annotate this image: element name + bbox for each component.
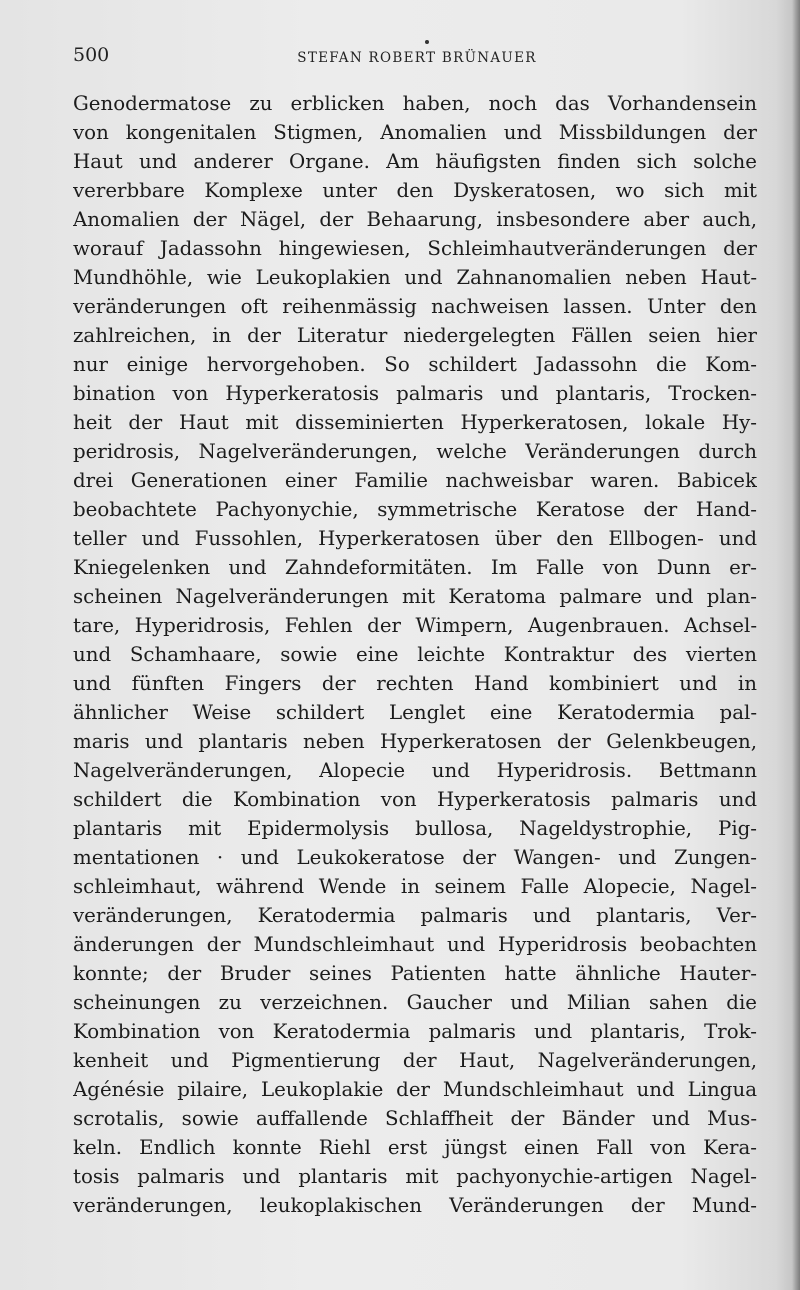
text-line: keln. Endlich konnte Riehl erst jüngst einen Fall von Kera- — [73, 1136, 757, 1159]
text-line: scheinen Nagelveränderungen mit Keratoma palmare und plan- — [73, 585, 757, 608]
text-line: änderungen der Mundschleimhaut und Hyperidrosis beobachten — [73, 933, 757, 956]
print-speck — [425, 40, 429, 44]
text-line: von kongenitalen Stigmen, Anomalien und Missbildungen der — [73, 121, 757, 144]
text-line: zahlreichen, in der Literatur niedergelegten Fällen seien hier — [73, 324, 757, 347]
text-line: Mundhöhle, wie Leukoplakien und Zahnanomalien neben Haut- — [73, 266, 757, 289]
text-line: bination von Hyperkeratosis palmaris und plantaris, Trocken- — [73, 382, 757, 405]
text-line: tosis palmaris und plantaris mit pachyonychie-artigen Nagel- — [73, 1165, 757, 1188]
text-line: Nagelveränderungen, Alopecie und Hyperidrosis. Bettmann — [73, 759, 757, 782]
text-line: plantaris mit Epidermolysis bullosa, Nageldystrophie, Pig- — [73, 817, 757, 840]
text-line: Kombination von Keratodermia palmaris und plantaris, Trok- — [73, 1020, 757, 1043]
text-line: veränderungen, leukoplakischen Veränderungen der Mund- — [73, 1194, 757, 1217]
text-line: drei Generationen einer Familie nachweisbar waren. Babicek — [73, 469, 757, 492]
text-line: tare, Hyperidrosis, Fehlen der Wimpern, Augenbrauen. Achsel- — [73, 614, 757, 637]
text-line: maris und plantaris neben Hyperkeratosen der Gelenkbeugen, — [73, 730, 757, 753]
text-line: beobachtete Pachyonychie, symmetrische Keratose der Hand- — [73, 498, 757, 521]
page-number: 500 — [73, 44, 110, 66]
text-line: mentationen · und Leukokeratose der Wangen- und Zungen- — [73, 846, 757, 869]
text-line: peridrosis, Nagelveränderungen, welche Veränderungen durch — [73, 440, 757, 463]
text-line: konnte; der Bruder seines Patienten hatte ähnliche Hauter- — [73, 962, 757, 985]
text-line: scrotalis, sowie auffallende Schlaffheit der Bänder und Mus- — [73, 1107, 757, 1130]
body-text — [73, 89, 757, 1220]
text-line: schleimhaut, während Wende in seinem Falle Alopecie, Nagel- — [73, 875, 757, 898]
text-line: und Schamhaare, sowie eine leichte Kontraktur des vierten — [73, 643, 757, 666]
text-line: Agénésie pilaire, Leukoplakie der Mundschleimhaut und Lingua — [73, 1078, 757, 1101]
text-line: kenheit und Pigmentierung der Haut, Nagelveränderungen, — [73, 1049, 757, 1072]
text-line: nur einige hervorgehoben. So schildert Jadassohn die Kom- — [73, 353, 757, 376]
text-line: heit der Haut mit disseminierten Hyperkeratosen, lokale Hy- — [73, 411, 757, 434]
text-line: Genodermatose zu erblicken haben, noch das Vorhandensein — [73, 92, 757, 115]
text-line: und fünften Fingers der rechten Hand kombiniert und in — [73, 672, 757, 695]
text-line: ähnlicher Weise schildert Lenglet eine Keratodermia pal- — [73, 701, 757, 724]
text-line: schildert die Kombination von Hyperkeratosis palmaris und — [73, 788, 757, 811]
text-line: vererbbare Komplexe unter den Dyskeratosen, wo sich mit — [73, 179, 757, 202]
text-line: veränderungen oft reihenmässig nachweisen lassen. Unter den — [73, 295, 757, 318]
text-line: Kniegelenken und Zahndeformitäten. Im Falle von Dunn er- — [73, 556, 757, 579]
text-line: Haut und anderer Organe. Am häufigsten finden sich solche — [73, 150, 757, 173]
text-line: worauf Jadassohn hingewiesen, Schleimhautveränderungen der — [73, 237, 757, 260]
text-line: veränderungen, Keratodermia palmaris und plantaris, Ver- — [73, 904, 757, 927]
text-line: scheinungen zu verzeichnen. Gaucher und Milian sahen die — [73, 991, 757, 1014]
page-edge-shadow — [792, 0, 800, 1290]
text-line: Anomalien der Nägel, der Behaarung, insbesondere aber auch, — [73, 208, 757, 231]
text-line: teller und Fussohlen, Hyperkeratosen über den Ellbogen- und — [73, 527, 757, 550]
running-head: STEFAN ROBERT BRÜNAUER — [297, 50, 537, 66]
